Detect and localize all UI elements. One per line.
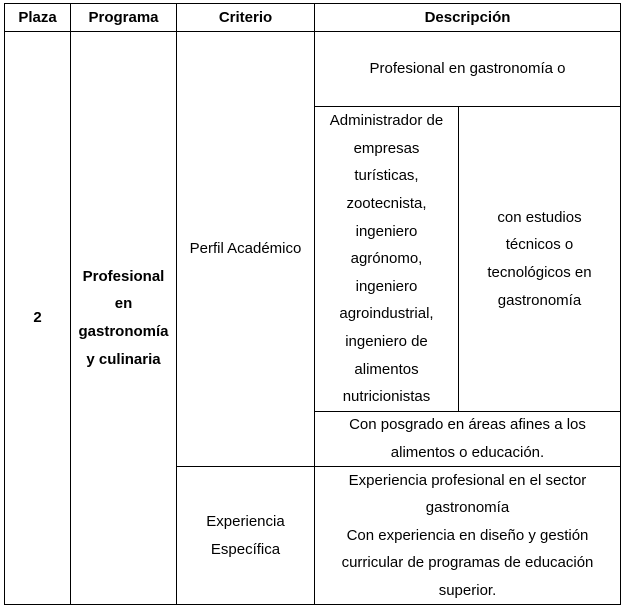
desc-experiencia-line: superior. [438, 581, 497, 599]
plaza-value: 2 [33, 309, 42, 327]
desc-perfil-left-line: empresas [353, 139, 420, 157]
desc-perfil-right [459, 107, 620, 411]
desc-experiencia [315, 467, 620, 604]
header-plaza: Plaza [18, 8, 57, 26]
desc-perfil-left-line: Administrador de [329, 112, 444, 130]
programa-line: Profesional [82, 267, 165, 285]
desc-perfil-left-line: turísticas, [354, 167, 419, 185]
desc-perfil-bottom-line: alimentos o educación. [390, 444, 545, 461]
desc-perfil-left-line: zootecnista, [346, 195, 427, 213]
desc-perfil-bottom [315, 412, 620, 466]
criterio-experiencia-line: Específica [210, 540, 281, 558]
criterio-experiencia-line: Experiencia [206, 512, 285, 530]
desc-perfil-left [315, 107, 458, 411]
desc-perfil-left-line: nutricionistas [342, 388, 431, 406]
programa-line: y culinaria [86, 350, 161, 368]
desc-perfil-right-line: tecnológicos en [487, 264, 592, 281]
desc-perfil-left-line: ingeniero de [345, 332, 428, 350]
table-border-right [620, 3, 621, 605]
desc-perfil-left-line: ingeniero [355, 277, 418, 295]
desc-perfil-right-line: técnicos o [505, 236, 574, 254]
desc-perfil-left-line: agroindustrial, [339, 305, 434, 323]
header-criterio: Criterio [218, 8, 273, 26]
programa-line: en [114, 295, 133, 313]
criterio-experiencia [177, 467, 314, 604]
desc-perfil-right-line: con estudios [497, 208, 582, 226]
desc-experiencia-line: gastronomía [425, 499, 510, 517]
programa-line: gastronomía [78, 323, 169, 340]
programa-cell [71, 32, 176, 604]
desc-experiencia-line: curricular de programas de educación [341, 554, 594, 572]
desc-perfil-left-line: alimentos [354, 360, 419, 378]
header-programa: Programa [88, 8, 159, 26]
desc-perfil-right-line: gastronomía [497, 291, 582, 309]
desc-experiencia-line: Con experiencia en diseño y gestión [346, 526, 589, 544]
header-descripcion: Descripción [424, 8, 511, 26]
desc-experiencia-line: Experiencia profesional en el sector [348, 471, 587, 489]
desc-perfil-top: Profesional en gastronomía o [369, 60, 566, 78]
desc-perfil-left-line: ingeniero [355, 222, 418, 240]
desc-perfil-bottom-line: Con posgrado en áreas afines a los [349, 416, 586, 434]
programa-text [78, 263, 168, 373]
criterio-perfil: Perfil Académico [189, 240, 302, 258]
desc-perfil-left-line: agrónomo, [350, 250, 423, 268]
